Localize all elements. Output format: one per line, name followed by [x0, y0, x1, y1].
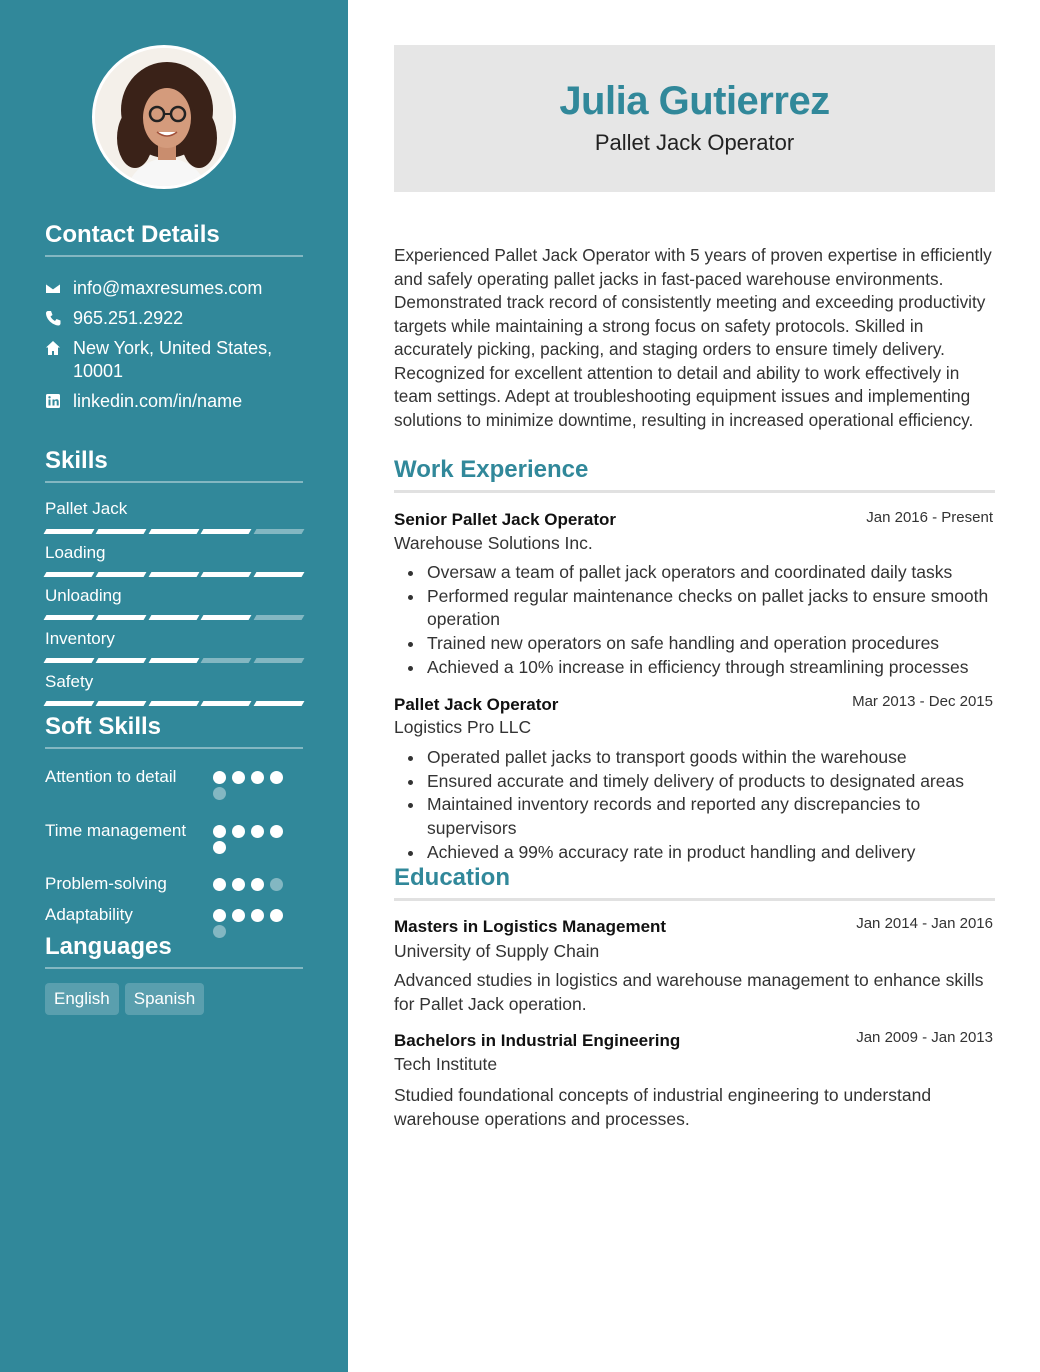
rating-dot: [251, 771, 264, 784]
rating-dot: [251, 909, 264, 922]
language-list: [45, 983, 204, 1015]
candidate-role: Pallet Jack Operator: [594, 130, 795, 155]
degree-school: Tech Institute: [394, 1054, 498, 1074]
contact-email[interactable]: [45, 277, 303, 300]
degree-title: Masters in Logistics Management: [394, 917, 667, 936]
rating-dot: [251, 878, 264, 891]
summary-text: Experienced Pallet Jack Operator with 5 years of proven expertise in efficiently and safely operating pallet jacks in fast-paced warehouse environments. Demonstrated track record of consistently meeting and exceeding productivity targets while maintaining a strong focus on safety protocols. Skilled in accurately picking, packing, and staging orders to ensure timely delivery. Recognized for excellent attention to detail and ability to work effectively in team settings. Adept at troubleshooting equipment issues and implementing solutions to minimize downtime, resulting in increased operational efficiency.: [394, 245, 992, 430]
contact-section-title: Contact Details: [45, 221, 303, 257]
job-title: Pallet Jack Operator: [394, 695, 559, 714]
avatar-icon: [95, 48, 236, 189]
job-title: Senior Pallet Jack Operator: [394, 510, 617, 529]
rating-dot: [270, 825, 283, 838]
rating-dot: [213, 878, 226, 891]
list-item: Ensured accurate and timely delivery of products to designated areas: [394, 770, 995, 794]
skill-bar-segment: [148, 615, 199, 620]
profile-photo: [92, 45, 236, 189]
skill-bar: [45, 658, 303, 663]
rating-dot: [213, 841, 226, 854]
skill-bar-segment: [44, 615, 95, 620]
skill-label: Loading: [45, 543, 106, 562]
soft-skill-label: Adaptability: [45, 905, 133, 924]
skill-bar-segment: [201, 615, 252, 620]
skill-bar-segment: [96, 615, 147, 620]
skill-bar-segment: [253, 572, 304, 577]
contact-email-text[interactable]: info@maxresumes.com: [73, 278, 263, 298]
linkedin-icon: [45, 390, 73, 413]
soft-skill-row: [45, 903, 303, 927]
degree-school: University of Supply Chain: [394, 941, 600, 961]
skill-bar-segment: [96, 572, 147, 577]
contact-linkedin[interactable]: [45, 390, 303, 413]
list-item: Maintained inventory records and reported any discrepancies to supervisors: [394, 793, 995, 840]
rating-dot: [213, 787, 226, 800]
skill-bar-segment: [44, 658, 95, 663]
skill-bar: [45, 529, 303, 534]
skill-bar-segment: [253, 658, 304, 663]
rating-dot: [232, 825, 245, 838]
degree-description: Advanced studies in logistics and warehouse management to enhance skills for Pallet Jack operation.: [394, 970, 984, 1014]
rating-dot: [232, 878, 245, 891]
skill-bar: [45, 572, 303, 577]
rating-dot: [213, 909, 226, 922]
rating-dot: [232, 909, 245, 922]
contact-address: [45, 337, 303, 383]
rating-dot: [213, 825, 226, 838]
skill-bar-segment: [201, 658, 252, 663]
contact-linkedin-text[interactable]: linkedin.com/in/name: [73, 391, 243, 411]
skill-label: Pallet Jack: [45, 499, 128, 518]
contact-phone-text[interactable]: 965.251.2922: [73, 308, 184, 328]
degree-date: Jan 2009 - Jan 2013: [856, 1029, 993, 1046]
rating-dot: [232, 771, 245, 784]
rating-dot: [270, 909, 283, 922]
skill-bar-segment: [201, 529, 252, 534]
degree-date: Jan 2014 - Jan 2016: [856, 915, 993, 932]
skill-bar-segment: [148, 572, 199, 577]
skill-label: Safety: [45, 672, 94, 691]
soft-skill-row: [45, 872, 303, 896]
rating-dot: [270, 878, 283, 891]
skill-bar: [45, 701, 303, 706]
contact-phone[interactable]: [45, 307, 303, 330]
soft-skill-rating: [213, 765, 293, 800]
degree-description: Studied foundational concepts of industrial engineering to understand warehouse operations and processes.: [394, 1085, 932, 1129]
language-tag: English: [45, 983, 119, 1015]
soft-skill-row: [45, 819, 303, 843]
skill-bar-segment: [148, 529, 199, 534]
skill-bar-segment: [253, 529, 304, 534]
list-item: Achieved a 10% increase in efficiency through streamlining processes: [394, 656, 995, 680]
name-header: [394, 45, 995, 192]
skill-bar-segment: [253, 615, 304, 620]
list-item: Trained new operators on safe handling and operation procedures: [394, 632, 995, 656]
soft-skill-row: [45, 765, 303, 789]
job-company: Logistics Pro LLC: [394, 717, 532, 737]
list-item: Achieved a 99% accuracy rate in product handling and delivery: [394, 841, 995, 865]
list-item: Performed regular maintenance checks on pallet jacks to ensure smooth operation: [394, 585, 995, 632]
soft-skill-label: Problem-solving: [45, 874, 167, 893]
soft-skills-section-title: Soft Skills: [45, 713, 303, 749]
soft-skill-rating: [213, 872, 293, 891]
job-bullets: [394, 561, 995, 680]
soft-skill-label: Time management: [45, 821, 187, 840]
soft-skill-label: Attention to detail: [45, 767, 177, 786]
list-item: Oversaw a team of pallet jack operators and coordinated daily tasks: [394, 561, 995, 585]
skill-bar-segment: [96, 701, 147, 706]
education-section-title: Education: [394, 864, 995, 901]
envelope-icon: [45, 277, 73, 300]
skill-bar-segment: [44, 529, 95, 534]
skill-bar-segment: [201, 572, 252, 577]
skill-bar-segment: [96, 658, 147, 663]
skill-bar-segment: [148, 658, 199, 663]
rating-dot: [251, 825, 264, 838]
skills-section-title: Skills: [45, 447, 303, 483]
skill-bar-segment: [201, 701, 252, 706]
rating-dot: [270, 771, 283, 784]
home-icon: [45, 337, 73, 383]
degree-title: Bachelors in Industrial Engineering: [394, 1031, 681, 1050]
skill-label: Inventory: [45, 629, 115, 648]
languages-section-title: Languages: [45, 933, 303, 969]
job-company: Warehouse Solutions Inc.: [394, 533, 593, 553]
job-date: Jan 2016 - Present: [866, 509, 993, 526]
skill-bar-segment: [96, 529, 147, 534]
list-item: Operated pallet jacks to transport goods within the warehouse: [394, 746, 995, 770]
skill-label: Unloading: [45, 586, 122, 605]
skill-bar: [45, 615, 303, 620]
job-date: Mar 2013 - Dec 2015: [852, 693, 993, 710]
phone-icon: [45, 307, 73, 330]
work-section-title: Work Experience: [394, 456, 995, 493]
job-bullets: [394, 746, 995, 865]
contact-address-text: New York, United States, 10001: [73, 338, 273, 381]
skill-bar-segment: [44, 572, 95, 577]
skill-bar-segment: [44, 701, 95, 706]
language-tag: Spanish: [125, 983, 204, 1015]
sidebar: [0, 0, 348, 1372]
candidate-name: Julia Gutierrez: [559, 79, 830, 123]
skill-bar-segment: [253, 701, 304, 706]
skill-bar-segment: [148, 701, 199, 706]
soft-skill-rating: [213, 819, 293, 854]
rating-dot: [213, 771, 226, 784]
